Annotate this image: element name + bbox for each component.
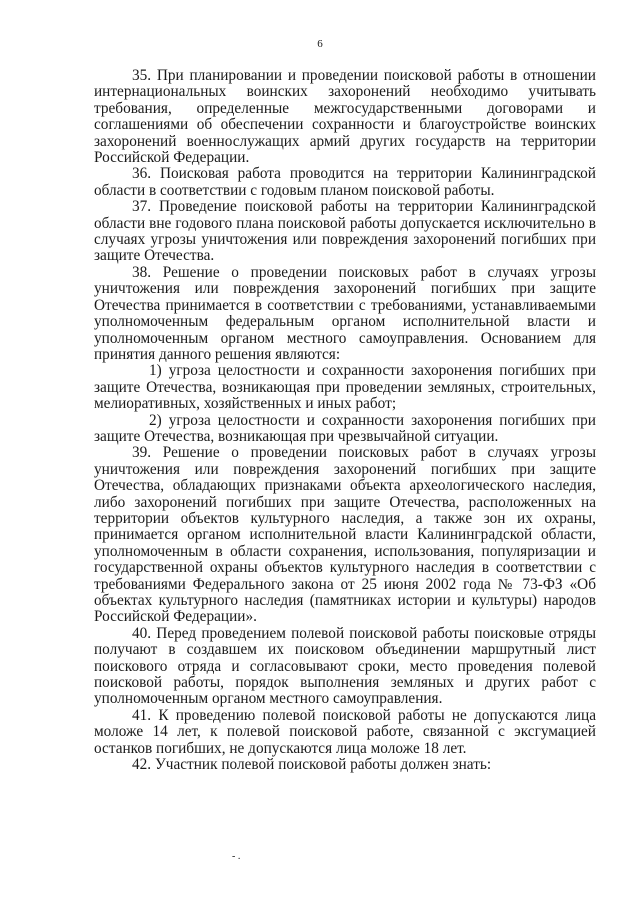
document-body xyxy=(94,68,596,773)
page-number: 6 xyxy=(317,38,323,50)
paragraph-37: 37. Проведение поисковой работы на территории Калининградской области вне годового плана поисковой работы допускается исключительно в случаях угрозы уничтожения или повреждения захоронений погибших при защите Отечества. xyxy=(94,198,596,265)
paragraph-38: 38. Решение о проведении поисковых работ в случаях угрозы уничтожения или повреждения захоронений погибших при защите Отечества принимается в соответствии с требованиями, устанавливаемыми уполномоченным федеральным органом исполнительной власти и уполномоченным органом местного самоуправления. Основанием для принятия данного решения являются: xyxy=(94,263,596,363)
paragraph-36: 36. Поисковая работа проводится на территории Калининградской области в соответствии с годовым планом поисковой работы. xyxy=(94,165,596,199)
paragraph-42: 42. Участник полевой поисковой работы должен знать: xyxy=(132,756,492,774)
paragraph-41: 41. К проведению полевой поисковой работы не допускаются лица моложе 14 лет, к полевой поисковой работе, связанной с эксгумацией останков погибших, не допускаются лица моложе 18 лет. xyxy=(94,706,596,757)
paragraph-35: 35. При планировании и проведении поисковой работы в отношении интернациональных воинских захоронений необходимо учитывать требования, определенные межгосударственными договорами и соглашениями об обеспечении сохранности и благоустройстве воинских захоронений военнослужащих армий других государств на территории Российской Федерации. xyxy=(94,67,596,167)
paragraph-38-item-1: 1) угроза целостности и сохранности захоронения погибших при защите Отечества, возникающая при проведении земляных, строительных, мелиоративных, хозяйственных и иных работ; xyxy=(94,362,596,413)
stray-scan-mark: - . xyxy=(232,851,241,862)
paragraph-39: 39. Решение о проведении поисковых работ в случаях угрозы уничтожения или повреждения захоронений погибших при защите Отечества, обладающих признаками объекта археологического наследия, либо захоронений погибших при защите Отечества, расположенных на территории объектов культурного наследия, а также зон их охраны, принимается органом исполнительной власти Калининградской области, уполномоченным в области сохранения, использования, популяризации и государственной охраны объектов культурного наследия в соответствии с требованиями Федерального закона от 25 июня 2002 года № 73-ФЗ «Об объектах культурного наследия (памятниках истории и культуры) народов Российской Федерации». xyxy=(94,444,596,626)
paragraph-38-item-2: 2) угроза целостности и сохранности захоронения погибших при защите Отечества, возникающая при чрезвычайной ситуации. xyxy=(94,411,596,445)
paragraph-40: 40. Перед проведением полевой поисковой работы поисковые отряды получают в создавшем их поисковом объединении маршрутный лист поискового отряда и согласовывают сроки, место проведения полевой поисковой работы, порядок выполнения земляных и других работ с уполномоченным органом местного самоуправления. xyxy=(94,624,596,708)
